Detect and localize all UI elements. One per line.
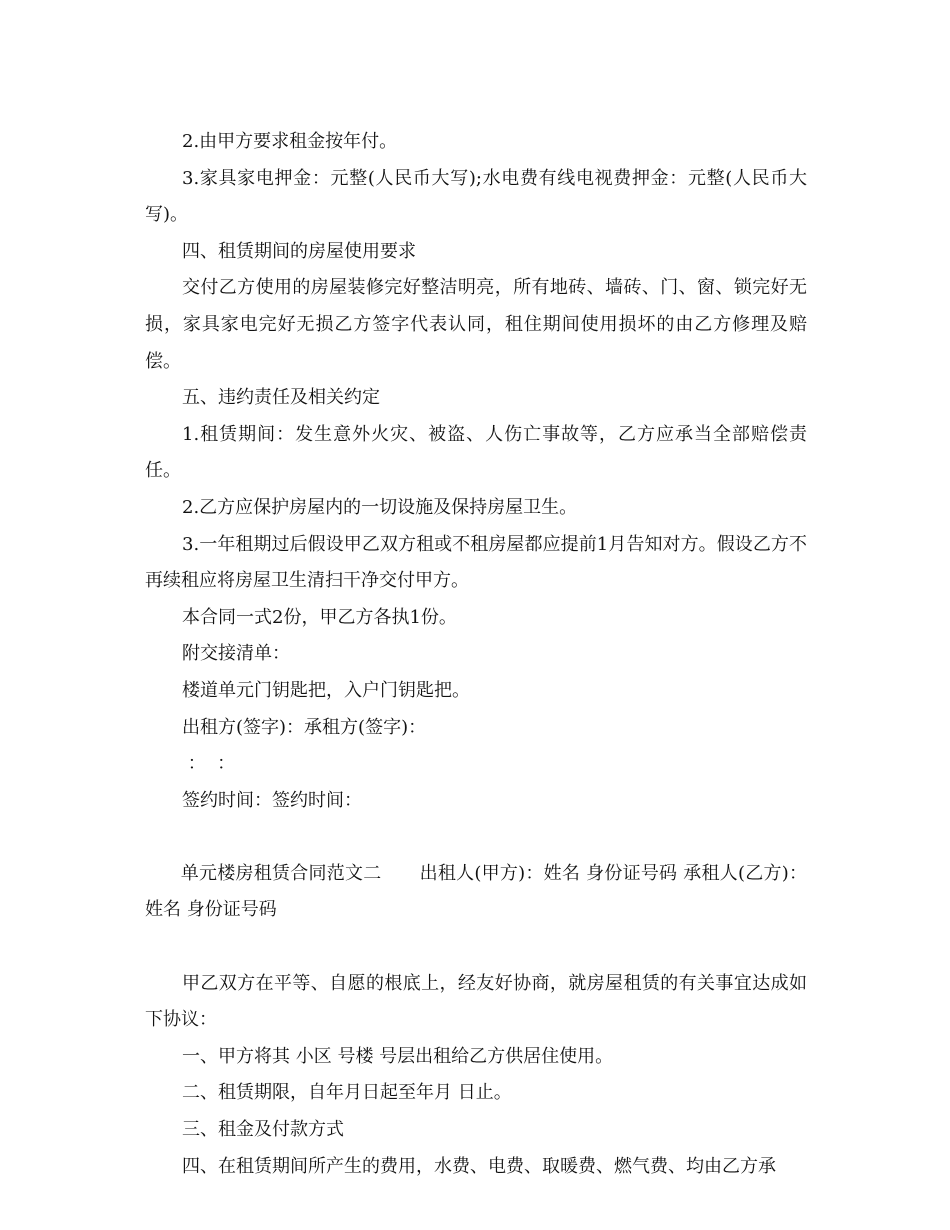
paragraph: 二、租赁期限，自年月日起至年月 日止。 [182,1082,512,1104]
paragraph: 3.家具家电押金：元整(人民币大写);水电费有线电视费押金：元整(人民币大写)。 [145,167,807,226]
paragraph: 3.一年租期过后假设甲乙双方租或不租房屋都应提前1月告知对方。假设乙方不再续租应将房屋卫生清扫干净交付甲方。 [145,533,807,592]
paragraph: 本合同一式2份，甲乙方各执1份。 [182,606,457,628]
paragraph: 一、甲方将其 小区 号楼 号层出租给乙方供居住使用。 [182,1045,614,1067]
section-start-paragraph [145,819,807,965]
signature-line: 出租方(签字)：承租方(签字)： [182,716,427,738]
paragraph: 2.由甲方要求租金按年付。 [182,131,398,152]
parties-line: 出租人(甲方)：姓名 身份证号码 承租人(乙方)：姓名 身份证号码 [145,862,807,921]
section-heading: 四、租赁期间的房屋使用要求 [182,240,416,262]
paragraph: 2.乙方应保护房屋内的一切设施及保持房屋卫生。 [182,496,578,518]
paragraph: 交付乙方使用的房屋装修完好整洁明亮，所有地砖、墙砖、门、窗、锁完好无损，家具家电完好无损乙方签字代表认同，租住期间使用损坏的由乙方修理及赔偿。 [145,277,807,372]
paragraph: 1.租赁期间：发生意外火灾、被盗、人伤亡事故等，乙方应承当全部赔偿责任。 [145,423,807,482]
section-title: 单元楼房租赁合同范文二 [180,862,382,884]
signature-line: ： ： [182,753,236,775]
contract-text [145,124,807,1185]
paragraph: 甲乙双方在平等、自愿的根底上，经友好协商，就房屋租赁的有关事宜达成如下协议： [145,972,807,1031]
section-heading: 三、租金及付款方式 [182,1119,344,1141]
paragraph: 四、在租赁期间所产生的费用，水费、电费、取暖费、燃气费、均由乙方承 [182,1155,776,1177]
section-heading: 五、违约责任及相关约定 [182,387,380,409]
paragraph: 楼道单元门钥匙把，入户门钥匙把。 [182,679,470,701]
signing-date-line: 签约时间：签约时间： [182,789,362,811]
paragraph: 附交接清单： [182,643,290,665]
